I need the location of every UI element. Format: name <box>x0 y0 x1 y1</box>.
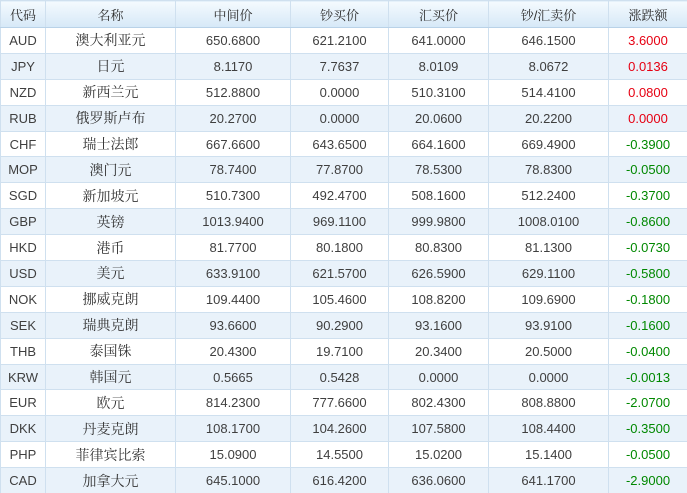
cell-code: SGD <box>1 183 46 209</box>
cell-sell: 93.9100 <box>489 312 609 338</box>
cell-fx_buy: 0.0000 <box>389 364 489 390</box>
cell-sell: 512.2400 <box>489 183 609 209</box>
cell-code: JPY <box>1 53 46 79</box>
cell-change: -0.3900 <box>609 131 687 157</box>
cell-code: KRW <box>1 364 46 390</box>
cell-mid: 814.2300 <box>176 390 291 416</box>
cell-mid: 8.1170 <box>176 53 291 79</box>
cell-fx_buy: 108.8200 <box>389 286 489 312</box>
column-header-cash_buy: 钞买价 <box>291 1 389 28</box>
cell-code: CAD <box>1 468 46 493</box>
cell-code: PHP <box>1 442 46 468</box>
cell-cash_buy: 80.1800 <box>291 235 389 261</box>
cell-change: 3.6000 <box>609 28 687 54</box>
cell-sell: 15.1400 <box>489 442 609 468</box>
cell-sell: 8.0672 <box>489 53 609 79</box>
cell-cash_buy: 77.8700 <box>291 157 389 183</box>
cell-mid: 109.4400 <box>176 286 291 312</box>
cell-cash_buy: 969.1100 <box>291 209 389 235</box>
cell-cash_buy: 492.4700 <box>291 183 389 209</box>
cell-change: -0.3700 <box>609 183 687 209</box>
cell-name: 瑞士法郎 <box>46 131 176 157</box>
cell-fx_buy: 999.9800 <box>389 209 489 235</box>
table-row <box>1 183 687 209</box>
cell-code: EUR <box>1 390 46 416</box>
cell-name: 加拿大元 <box>46 468 176 493</box>
cell-name: 新西兰元 <box>46 79 176 105</box>
cell-mid: 15.0900 <box>176 442 291 468</box>
cell-fx_buy: 664.1600 <box>389 131 489 157</box>
cell-mid: 633.9100 <box>176 261 291 287</box>
cell-mid: 20.2700 <box>176 105 291 131</box>
cell-cash_buy: 19.7100 <box>291 338 389 364</box>
cell-code: NZD <box>1 79 46 105</box>
cell-cash_buy: 105.4600 <box>291 286 389 312</box>
table-row <box>1 131 687 157</box>
cell-change: 0.0000 <box>609 105 687 131</box>
table-row <box>1 261 687 287</box>
cell-code: MOP <box>1 157 46 183</box>
cell-sell: 646.1500 <box>489 28 609 54</box>
cell-name: 菲律宾比索 <box>46 442 176 468</box>
cell-cash_buy: 616.4200 <box>291 468 389 493</box>
cell-fx_buy: 626.5900 <box>389 261 489 287</box>
cell-name: 英镑 <box>46 209 176 235</box>
table-row <box>1 28 687 54</box>
cell-change: -0.5800 <box>609 261 687 287</box>
cell-change: -0.0400 <box>609 338 687 364</box>
cell-code: HKD <box>1 235 46 261</box>
cell-name: 美元 <box>46 261 176 287</box>
cell-cash_buy: 7.7637 <box>291 53 389 79</box>
cell-mid: 650.6800 <box>176 28 291 54</box>
cell-sell: 108.4400 <box>489 416 609 442</box>
cell-fx_buy: 8.0109 <box>389 53 489 79</box>
cell-name: 澳大利亚元 <box>46 28 176 54</box>
cell-sell: 0.0000 <box>489 364 609 390</box>
cell-cash_buy: 90.2900 <box>291 312 389 338</box>
cell-sell: 20.5000 <box>489 338 609 364</box>
column-header-name: 名称 <box>46 1 176 28</box>
cell-sell: 808.8800 <box>489 390 609 416</box>
table-row <box>1 235 687 261</box>
cell-change: -0.3500 <box>609 416 687 442</box>
cell-fx_buy: 636.0600 <box>389 468 489 493</box>
cell-mid: 645.1000 <box>176 468 291 493</box>
cell-mid: 667.6600 <box>176 131 291 157</box>
cell-fx_buy: 802.4300 <box>389 390 489 416</box>
cell-change: 0.0800 <box>609 79 687 105</box>
table-row <box>1 416 687 442</box>
cell-change: -0.1800 <box>609 286 687 312</box>
cell-fx_buy: 20.3400 <box>389 338 489 364</box>
cell-sell: 1008.0100 <box>489 209 609 235</box>
cell-fx_buy: 78.5300 <box>389 157 489 183</box>
table-row <box>1 79 687 105</box>
cell-fx_buy: 641.0000 <box>389 28 489 54</box>
cell-name: 挪威克朗 <box>46 286 176 312</box>
cell-code: THB <box>1 338 46 364</box>
cell-cash_buy: 621.5700 <box>291 261 389 287</box>
cell-mid: 20.4300 <box>176 338 291 364</box>
cell-name: 泰国铢 <box>46 338 176 364</box>
cell-sell: 669.4900 <box>489 131 609 157</box>
table-row <box>1 53 687 79</box>
cell-mid: 512.8800 <box>176 79 291 105</box>
cell-cash_buy: 0.0000 <box>291 105 389 131</box>
cell-code: CHF <box>1 131 46 157</box>
table-row <box>1 157 687 183</box>
cell-code: NOK <box>1 286 46 312</box>
cell-cash_buy: 0.5428 <box>291 364 389 390</box>
cell-change: -0.8600 <box>609 209 687 235</box>
table-row <box>1 390 687 416</box>
cell-cash_buy: 104.2600 <box>291 416 389 442</box>
table-row <box>1 209 687 235</box>
cell-fx_buy: 107.5800 <box>389 416 489 442</box>
cell-mid: 93.6600 <box>176 312 291 338</box>
table-row <box>1 286 687 312</box>
cell-name: 日元 <box>46 53 176 79</box>
cell-code: DKK <box>1 416 46 442</box>
cell-name: 新加坡元 <box>46 183 176 209</box>
cell-name: 丹麦克朗 <box>46 416 176 442</box>
cell-name: 港币 <box>46 235 176 261</box>
cell-sell: 81.1300 <box>489 235 609 261</box>
cell-code: GBP <box>1 209 46 235</box>
column-header-mid: 中间价 <box>176 1 291 28</box>
header-row <box>1 1 687 28</box>
cell-mid: 0.5665 <box>176 364 291 390</box>
cell-sell: 514.4100 <box>489 79 609 105</box>
cell-cash_buy: 777.6600 <box>291 390 389 416</box>
cell-fx_buy: 508.1600 <box>389 183 489 209</box>
cell-fx_buy: 93.1600 <box>389 312 489 338</box>
cell-change: -0.0500 <box>609 442 687 468</box>
cell-name: 韩国元 <box>46 364 176 390</box>
cell-mid: 108.1700 <box>176 416 291 442</box>
cell-sell: 20.2200 <box>489 105 609 131</box>
cell-code: SEK <box>1 312 46 338</box>
cell-sell: 78.8300 <box>489 157 609 183</box>
cell-name: 澳门元 <box>46 157 176 183</box>
table-row <box>1 364 687 390</box>
cell-change: -0.0013 <box>609 364 687 390</box>
table-row <box>1 312 687 338</box>
cell-sell: 641.1700 <box>489 468 609 493</box>
cell-change: -2.0700 <box>609 390 687 416</box>
cell-change: -0.0500 <box>609 157 687 183</box>
cell-name: 瑞典克朗 <box>46 312 176 338</box>
table-row <box>1 468 687 493</box>
cell-sell: 629.1100 <box>489 261 609 287</box>
column-header-code: 代码 <box>1 1 46 28</box>
cell-code: AUD <box>1 28 46 54</box>
cell-cash_buy: 14.5500 <box>291 442 389 468</box>
cell-cash_buy: 0.0000 <box>291 79 389 105</box>
cell-fx_buy: 20.0600 <box>389 105 489 131</box>
cell-mid: 510.7300 <box>176 183 291 209</box>
cell-fx_buy: 15.0200 <box>389 442 489 468</box>
cell-fx_buy: 80.8300 <box>389 235 489 261</box>
cell-cash_buy: 621.2100 <box>291 28 389 54</box>
table-row <box>1 105 687 131</box>
table-row <box>1 442 687 468</box>
column-header-change: 涨跌额 <box>609 1 687 28</box>
cell-name: 欧元 <box>46 390 176 416</box>
cell-mid: 81.7700 <box>176 235 291 261</box>
rate-table-body <box>1 28 687 493</box>
column-header-fx_buy: 汇买价 <box>389 1 489 28</box>
cell-change: -0.1600 <box>609 312 687 338</box>
cell-change: -0.0730 <box>609 235 687 261</box>
cell-code: USD <box>1 261 46 287</box>
table-row <box>1 338 687 364</box>
cell-mid: 78.7400 <box>176 157 291 183</box>
cell-fx_buy: 510.3100 <box>389 79 489 105</box>
cell-change: 0.0136 <box>609 53 687 79</box>
cell-cash_buy: 643.6500 <box>291 131 389 157</box>
cell-sell: 109.6900 <box>489 286 609 312</box>
cell-code: RUB <box>1 105 46 131</box>
cell-mid: 1013.9400 <box>176 209 291 235</box>
column-header-sell: 钞/汇卖价 <box>489 1 609 28</box>
cell-name: 俄罗斯卢布 <box>46 105 176 131</box>
cell-change: -2.9000 <box>609 468 687 493</box>
